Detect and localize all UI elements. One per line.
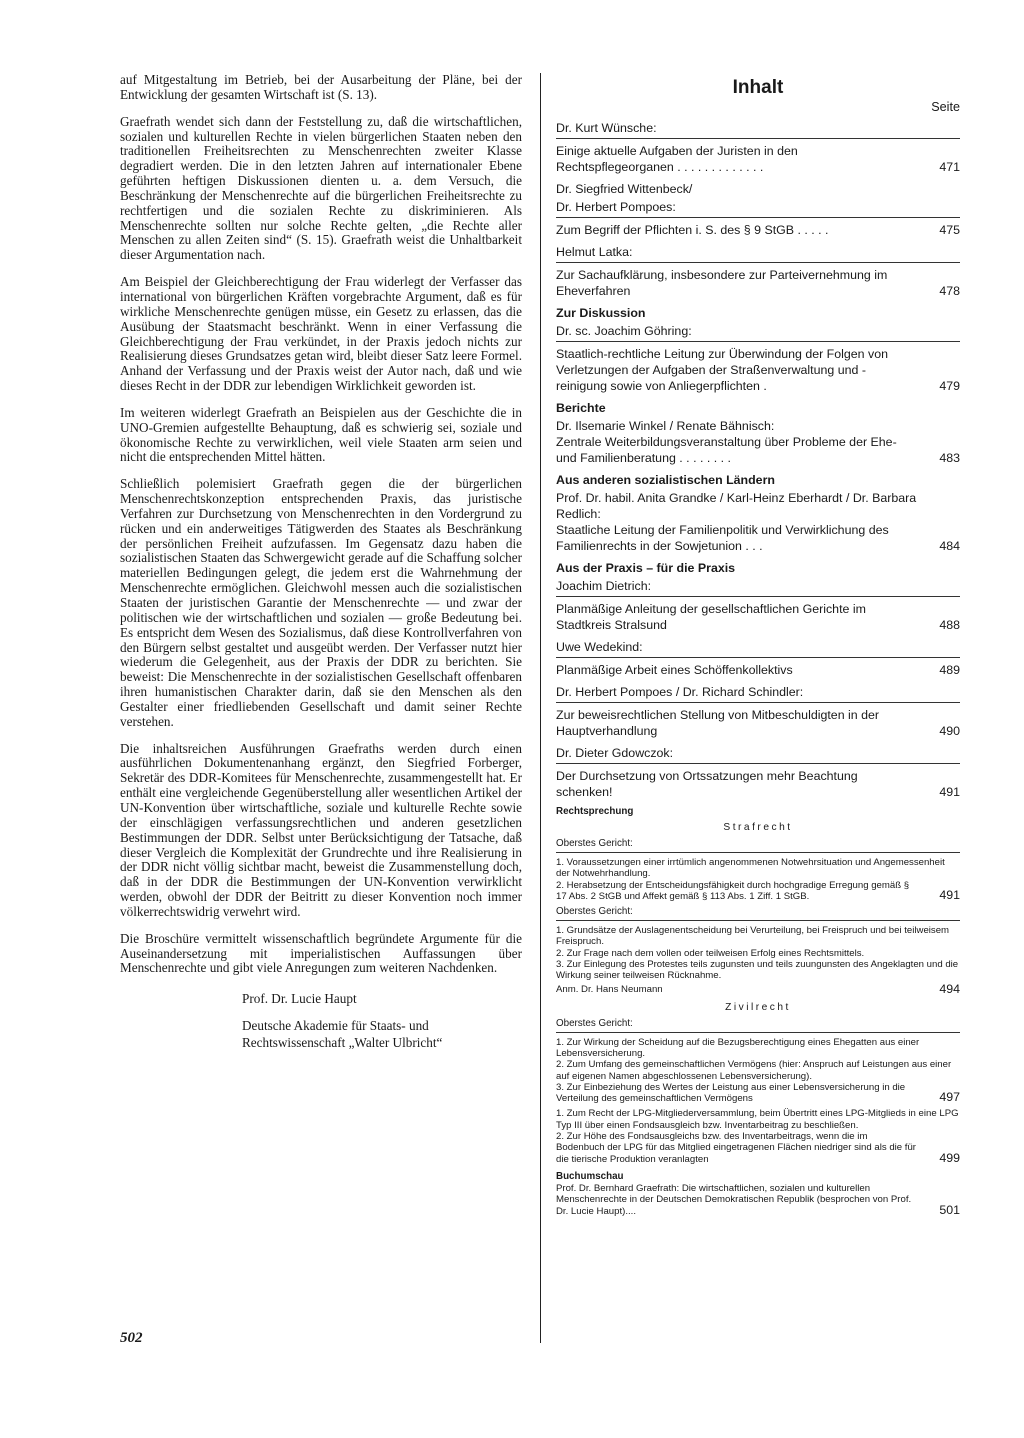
toc-page-number: 479 bbox=[939, 379, 960, 393]
toc-section-heading: Aus anderen sozialistischen Ländern bbox=[556, 473, 775, 487]
toc-entry[interactable] bbox=[556, 267, 960, 299]
signature-name: Prof. Dr. Lucie Haupt bbox=[242, 991, 357, 1007]
toc-author: Dr. Herbert Pompoes: bbox=[556, 200, 676, 214]
toc-entry[interactable] bbox=[556, 1183, 960, 1217]
column-divider bbox=[540, 73, 541, 1343]
paragraph: Am Beispiel der Gleichberechtigung der Frau widerlegt der Verfasser das international von bürgerlichen Kräften vorgebrachte Argument, daß es für wirkliche Menschenrechte genügen müsse, ein Gesetz zu erlassen, das die Ausübung der Staatsmacht beschränkt. Wenn in einer Verfassung die Gleichberechtigung der Frau verkündet, in der Praxis jedoch nichts zur Realisierung dieses Grundsatzes getan wird, bleibt dieser Satz leere Formel. Anhand der Verfassung und der Praxis weist der Autor nach, daß und wie dieses Recht in der DDR zur lebendigen Wirklichkeit geworden ist. bbox=[120, 274, 522, 394]
divider bbox=[556, 217, 960, 218]
toc-subsection-heading: Strafrecht bbox=[723, 822, 793, 833]
toc-entry[interactable] bbox=[556, 707, 960, 739]
toc-entry[interactable] bbox=[556, 880, 960, 903]
toc-entry[interactable] bbox=[556, 601, 960, 633]
paragraph: Die Broschüre vermittelt wissenschaftlich begründete Argumente für die Auseinandersetzung mit imperialistischen Auffassungen über Menschenrechte und gibt viele Anregungen zum weiteren Nachdenken. bbox=[120, 930, 522, 976]
toc-section-heading: Rechtsprechung bbox=[556, 806, 634, 817]
toc-entry-title: Planmäßige Arbeit eines Schöffenkollektivs bbox=[556, 663, 793, 677]
toc-author: Dr. Siegfried Wittenbeck/ bbox=[556, 182, 693, 196]
toc-page-number: 489 bbox=[939, 663, 960, 677]
review-text-column bbox=[120, 73, 522, 1051]
toc-author: Dr. Dieter Gdowczok: bbox=[556, 746, 674, 760]
toc-section-heading: Berichte bbox=[556, 401, 606, 415]
toc-entry[interactable] bbox=[556, 768, 960, 800]
toc-entry[interactable] bbox=[556, 346, 960, 394]
ruling-entry[interactable]: 3. Zur Einlegung des Protestes teils zugunsten und teils zuungunsten des Angeklagten und die Wirkung seiner teilweisen Rücknahme. bbox=[556, 959, 959, 982]
toc-page-number: 471 bbox=[939, 160, 960, 174]
signature-affiliation-line: Deutsche Akademie für Staats- und bbox=[242, 1018, 429, 1034]
toc-author: Uwe Wedekind: bbox=[556, 640, 643, 654]
toc-page-number: 491 bbox=[939, 888, 960, 903]
toc-entry-title: Einige aktuelle Aufgaben der Juristen in den Rechtspflegeorganen . . . . . . . . . . . . . bbox=[556, 144, 798, 174]
divider bbox=[556, 262, 960, 263]
toc-author: Prof. Dr. habil. Anita Grandke / Karl-Heinz Eberhardt / Dr. Barbara Redlich: bbox=[556, 491, 917, 521]
toc-page-number: 475 bbox=[939, 223, 960, 237]
toc-page-number: 488 bbox=[939, 618, 960, 632]
toc-entry-title: Zum Begriff der Pflichten i. S. des § 9 StGB . . . . . bbox=[556, 223, 829, 237]
toc-entry[interactable] bbox=[556, 143, 960, 175]
toc-entry[interactable] bbox=[556, 222, 960, 238]
annotation-author: Anm. Dr. Hans Neumann bbox=[556, 984, 663, 996]
toc-entry-title: Zur Sachaufklärung, insbesondere zur Parteivernehmung im Eheverfahren bbox=[556, 268, 888, 298]
court-label: Oberstes Gericht: bbox=[556, 906, 633, 918]
toc-title: Inhalt bbox=[732, 77, 784, 98]
divider bbox=[556, 657, 960, 658]
toc-page-number: 478 bbox=[939, 284, 960, 298]
divider bbox=[556, 1032, 960, 1033]
toc-entry-title: Zur beweisrechtlichen Stellung von Mitbeschuldigten in der Hauptverhandlung bbox=[556, 708, 880, 738]
toc-entry[interactable] bbox=[556, 662, 960, 678]
toc-section-heading: Zur Diskussion bbox=[556, 306, 646, 320]
toc-page-number: 499 bbox=[939, 1150, 960, 1165]
paragraph: Graefrath wendet sich dann der Feststellung zu, daß die wirtschaftlichen, sozialen und kulturellen Rechte in vielen bürgerlichen Staaten neben den traditionellen Freiheitsrechten zu Menschenrechten zweiter Klasse degradiert werden. Die in den letzten Jahren auf internationaler Ebene geführten heftigen Diskussionen dienten u. a. dem Versuch, die Beschränkung der Menschenrechte auf die bürgerlichen Freiheitsrechte zu rechtfertigen und die sozialen Rechte zu diskriminieren. Als Menschenrechte sollten nur solche Rechte gelten, „die Rechte aller Menschen zu allen Zeiten sind“ (S. 15). Graefrath weist die Unhaltbarkeit dieser Argumentation nach. bbox=[120, 113, 522, 263]
toc-page-number: 483 bbox=[939, 451, 960, 465]
ruling-entry: 3. Zur Einbeziehung des Wertes der Leistung aus einer Lebensversicherung in die Verteilung des gemeinschaftlichen Vermögens bbox=[556, 1081, 906, 1105]
ruling-entry[interactable]: 1. Zur Wirkung der Scheidung auf die Bezugsberechtigung eines Ehegatten aus einer Lebensversicherung. bbox=[556, 1036, 920, 1059]
ruling-entry[interactable]: 2. Zum Umfang des gemeinschaftlichen Vermögens (hier: Anspruch auf Leistungen aus einer auf eigenen Namen abgeschlossenen Lebensversicherung). bbox=[556, 1059, 952, 1082]
ruling-entry: 2. Zur Höhe des Fondsausgleichs bzw. des Inventarbeitrags, wenn die im Bodenbuch der LPG für das Mitglied eingetragenen Flächen niedriger sind als die für die tierische Produktion veranlagten bbox=[556, 1131, 916, 1165]
divider bbox=[556, 341, 960, 342]
divider bbox=[556, 920, 960, 921]
divider bbox=[556, 702, 960, 703]
toc-author: Dr. Herbert Pompoes / Dr. Richard Schindler: bbox=[556, 685, 804, 699]
paragraph: Die inhaltsreichen Ausführungen Graefraths werden durch einen ausführlichen Dokumentenanhang ergänzt, den Siegfried Forberger, Sekretär des DDR-Komitees für Menschenrechte, zusammengestellt hat. Er enthält eine vergleichende Gegenüberstellung aller wesentlichen Artikel der UN-Konvention über wirtschaftliche, soziale und kulturelle Rechte sowie der einschlägigen verfassungsrechtlichen und anderen gesetzlichen Bestimmungen der DDR. Selbst unter Berücksichtigung der Tatsache, daß dieser Vergleich die Komplexität der Grundrechte und ihre Realisierung in der DDR nicht völlig sichtbar macht, beweist die Zusammenstellung doch, daß in der DDR die Bestimmungen der UN-Konvention verwirklicht werden, obwohl der DDR der Beitritt zu dieser Konvention noch immer völkerrechtswidrig verwehrt wird. bbox=[120, 740, 522, 919]
toc-entry-title: Der Durchsetzung von Ortssatzungen mehr Beachtung schenken! bbox=[556, 769, 858, 799]
toc-entry[interactable] bbox=[556, 1082, 960, 1105]
toc-entry-title: Staatliche Leitung der Familienpolitik und Verwirklichung des Familienrechts in der Sowjetunion . . . bbox=[556, 523, 889, 553]
paragraph: Schließlich polemisiert Graefrath gegen die der bürgerlichen Menschenrechtskonzeption entsprechenden Praxis, das juristische Verfahren zur Durchsetzung von Menschenrechten in den Vordergrund zu rücken und ein anderweitiges Tätigwerden des Staates als Beschränkung der persönlichen Freiheit aufzufassen. Im Gegensatz dazu haben die sozialistischen Staaten das Schwergewicht gerade auf die Schaffung solcher materiellen Bedingungen gelegt, die jedem erst die Wahrnehmung der Menschenrechte ermöglichen. Gleichwohl messen auch die sozialistischen Staaten der juristischen Garantie der Menschenrechte — und zwar der politischen wie der wirtschaftlichen und sozialen — große Bedeutung bei. Es entspricht dem Wesen des Sozialismus, daß diese Kontrollverfahren von den Bürgern selbst gestaltet und ausgeübt werden. Der Verfasser nutzt hier wiederum die Gelegenheit, aus der Praxis der DDR zu berichten. Sie beweist: Die Menschenrechte in der sozialistischen Gesellschaft offenbaren ihren humanistischen Charakter darin, daß sie den Menschen als den Gestalter einer friedliebenden Gesellschaft und damit seiner Rechte verstehen. bbox=[120, 476, 522, 729]
toc-page-number: 501 bbox=[939, 1202, 960, 1217]
toc-section-heading: Aus der Praxis – für die Praxis bbox=[556, 561, 736, 575]
paragraph: auf Mitgestaltung im Betrieb, bei der Ausarbeitung der Pläne, bei der Entwicklung der gesamten Wirtschaft ist (S. 13). bbox=[120, 72, 522, 102]
toc-page-number: 497 bbox=[939, 1090, 960, 1105]
toc-entry-title: Zentrale Weiterbildungsveranstaltung über Probleme der Ehe- und Familienberatung . . . . . . . . bbox=[556, 435, 897, 465]
page-number: 502 bbox=[120, 1330, 143, 1346]
ruling-entry: 2. Herabsetzung der Entscheidungsfähigkeit durch hochgradige Erregung gemäß § 17 Abs. 2 StGB und Affekt gemäß § 113 Abs. 1 Ziff. 1 StGB. bbox=[556, 879, 910, 902]
divider bbox=[556, 763, 960, 764]
toc-section-heading: Buchumschau bbox=[556, 1170, 624, 1182]
ruling-entry[interactable]: 1. Voraussetzungen einer irrtümlich angenommenen Notwehrsituation und Angemessenheit der Notwehrhandlung. bbox=[556, 857, 945, 880]
toc-author: Dr. sc. Joachim Göhring: bbox=[556, 324, 692, 338]
court-label: Oberstes Gericht: bbox=[556, 1017, 633, 1029]
review-entry: Prof. Dr. Bernhard Graefrath: Die wirtschaftlichen, sozialen und kulturellen Menschenrechte in der Deutschen Demokratischen Republik (besprochen von Prof. Dr. Lucie Haupt).... bbox=[556, 1182, 912, 1217]
divider bbox=[556, 138, 960, 139]
divider bbox=[556, 596, 960, 597]
toc-page-number: 490 bbox=[939, 724, 960, 738]
court-label: Oberstes Gericht: bbox=[556, 838, 633, 849]
ruling-entry[interactable]: 2. Zur Frage nach dem vollen oder teilweisen Erfolg eines Rechtsmittels. bbox=[556, 947, 865, 959]
table-of-contents bbox=[556, 76, 960, 1221]
toc-author: Dr. Ilsemarie Winkel / Renate Bähnisch: bbox=[556, 419, 775, 433]
toc-entry-title: Staatlich-rechtliche Leitung zur Überwindung der Folgen von Verletzungen der Aufgaben der Straßenverwaltung und -reinigung sowie von Anliegerpflichten . bbox=[556, 347, 888, 393]
toc-entry-title: Planmäßige Anleitung der gesellschaftlichen Gerichte im Stadtkreis Stralsund bbox=[556, 602, 866, 632]
paragraph: Im weiteren widerlegt Graefrath an Beispielen aus der Geschichte die in UNO-Gremien aufgestellte Behauptung, daß es schwierig sei, soziale und ökonomische Rechte zu verwirklichen, weil viele Staaten arm seien und nicht die entsprechenden Mittel hätten. bbox=[120, 404, 522, 465]
toc-page-number: 491 bbox=[939, 785, 960, 799]
toc-author: Helmut Latka: bbox=[556, 245, 633, 259]
toc-subsection-heading: Zivilrecht bbox=[725, 1001, 791, 1013]
toc-entry[interactable] bbox=[556, 434, 960, 466]
toc-entry[interactable] bbox=[556, 982, 960, 996]
toc-author: Joachim Dietrich: bbox=[556, 579, 652, 593]
ruling-entry[interactable]: 1. Grundsätze der Auslagenentscheidung bei Verurteilung, bei Freispruch und bei teilweisem Freispruch. bbox=[556, 925, 950, 948]
signature-affiliation-line: Rechtswissenschaft „Walter Ulbricht“ bbox=[242, 1035, 443, 1051]
toc-page-number: 494 bbox=[939, 981, 960, 996]
toc-entry[interactable] bbox=[556, 522, 960, 554]
ruling-entry[interactable]: 1. Zum Recht der LPG-Mitgliederversammlung, beim Übertritt eines LPG-Mitglieds in eine LPG Typ III über einen Fondsausgleich bzw. Inventarbeitrag zu beschließen. bbox=[556, 1108, 959, 1131]
toc-author: Dr. Kurt Wünsche: bbox=[556, 121, 657, 135]
author-signature bbox=[120, 990, 522, 1051]
toc-entry[interactable] bbox=[556, 1131, 960, 1165]
page-column-header: Seite bbox=[931, 100, 960, 114]
divider bbox=[556, 852, 960, 853]
toc-page-number: 484 bbox=[939, 539, 960, 553]
